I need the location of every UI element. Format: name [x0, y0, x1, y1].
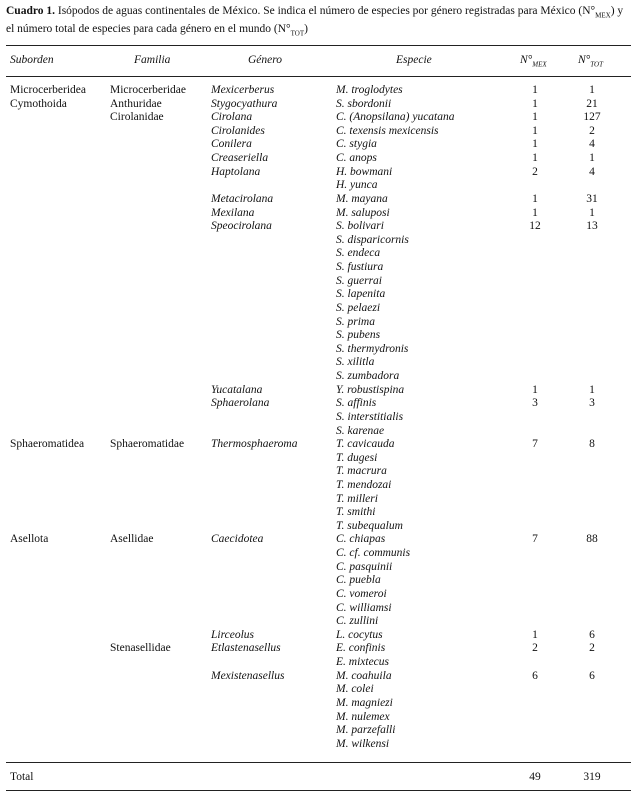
especie-cell: C. williamsi — [336, 601, 392, 614]
especie-cell: S. disparicornis — [336, 233, 409, 246]
especie-cell: S. endeca — [336, 247, 381, 260]
caption-text: ) y el número total de especies para cada género en el mundo (N° — [6, 5, 624, 36]
genero-cell: Conilera — [211, 138, 252, 151]
n-tot-cell: 1 — [589, 383, 595, 396]
especie-cell: S. bolivari — [336, 220, 384, 233]
n-tot-cell: 4 — [589, 165, 595, 178]
genero-cell: Yucatalana — [211, 383, 263, 396]
n-tot-cell: 13 — [586, 220, 598, 233]
familia-cell: Sphaeromatidae — [110, 438, 185, 451]
familia-cell: Microcerberidae — [110, 84, 186, 96]
genero-cell: Mexistenasellus — [211, 669, 285, 682]
especie-cell: C. (Anopsilana) yucatana — [336, 111, 455, 124]
especie-cell: S. fustiura — [336, 261, 384, 274]
n-tot-cell: 1 — [589, 84, 595, 96]
header-rule — [6, 76, 631, 77]
especie-cell: T. milleri — [336, 492, 378, 505]
genero-cell: Thermosphaeroma — [211, 438, 298, 451]
n-mex-cell: 1 — [532, 138, 538, 151]
genero-cell: Etlastenasellus — [211, 642, 281, 655]
especie-cell: C. stygia — [336, 138, 377, 151]
genero-cell: Sphaerolana — [211, 397, 270, 410]
header-especie: Especie — [396, 54, 432, 66]
n-tot-cell: 88 — [586, 533, 598, 546]
n-tot-cell: 6 — [589, 669, 595, 682]
n-tot-cell: 8 — [589, 438, 595, 451]
caption-sub-tot: TOT — [290, 29, 305, 38]
n-tot-cell: 1 — [589, 152, 595, 165]
especie-cell: S. interstitialis — [336, 410, 404, 423]
especie-cell: C. pasquinii — [336, 560, 393, 573]
especie-cell: C. texensis mexicensis — [336, 124, 439, 137]
genero-cell: Speocirolana — [211, 220, 272, 233]
n-mex-cell: 1 — [532, 124, 538, 137]
especie-cell: S. affinis — [336, 397, 377, 410]
n-mex-cell: 12 — [529, 220, 541, 233]
genero-cell: Lirceolus — [211, 628, 255, 641]
especie-cell: S. xilitla — [336, 356, 375, 369]
n-mex-cell: 3 — [532, 397, 538, 410]
n-mex-cell: 1 — [532, 206, 538, 219]
caption-text: Isópodos de aguas continentales de México. Se indica el número de especies por género registradas para México (N° — [55, 5, 596, 17]
n-tot-cell: 2 — [589, 642, 595, 655]
n-mex-cell: 6 — [532, 669, 538, 682]
especie-cell: M. troglodytes — [336, 84, 403, 96]
especie-cell: M. mayana — [336, 192, 388, 205]
especie-cell: T. subequalum — [336, 519, 403, 532]
top-rule — [6, 45, 631, 46]
especie-cell: M. parzefalli — [336, 724, 396, 737]
n-mex-cell: 1 — [532, 192, 538, 205]
especie-cell: C. cf. communis — [336, 547, 411, 560]
especie-cell: M. colei — [336, 683, 374, 696]
genero-cell: Metacirolana — [211, 192, 274, 205]
n-tot-cell: 4 — [589, 138, 595, 151]
especie-cell: C. puebla — [336, 574, 381, 587]
caption-text: ) — [304, 23, 308, 36]
table-caption — [6, 4, 631, 41]
caption-sub-mex: MEX — [595, 11, 611, 20]
familia-cell: Stenasellidae — [110, 642, 171, 655]
especie-cell: S. lapenita — [336, 288, 386, 301]
n-mex-cell: 1 — [532, 383, 538, 396]
n-tot-cell: 21 — [586, 97, 598, 110]
especie-cell: S. pubens — [336, 329, 381, 342]
especie-cell: M. saluposi — [336, 206, 390, 219]
especie-cell: M. nulemex — [336, 710, 390, 723]
especie-cell: H. bowmani — [336, 165, 393, 178]
genero-cell: Caecidotea — [211, 533, 264, 546]
especie-cell: Y. robustispina — [336, 383, 405, 396]
genero-cell: Stygocyathura — [211, 97, 278, 110]
header-suborden: Suborden — [10, 54, 54, 66]
header-mex-sub: MEX — [532, 60, 547, 69]
especie-cell: S. guerrai — [336, 274, 382, 287]
especie-cell: T. mendozai — [336, 478, 392, 491]
n-mex-cell: 7 — [532, 438, 538, 451]
total-tot: 319 — [583, 771, 601, 783]
header-n-prefix: N° — [520, 54, 533, 66]
genero-cell: Haptolana — [211, 165, 261, 178]
n-tot-cell: 3 — [589, 397, 595, 410]
especie-cell: C. zullini — [336, 615, 379, 628]
genero-cell: Cirolanides — [211, 124, 265, 137]
suborden-cell: Cymothoida — [10, 97, 67, 110]
header-n-prefix: N° — [578, 54, 591, 66]
header-n-tot — [578, 54, 603, 68]
especie-cell: T. dugesi — [336, 451, 378, 464]
genero-cell: Mexicerberus — [211, 84, 275, 96]
especie-cell: T. smithi — [336, 506, 376, 519]
n-tot-cell: 6 — [589, 628, 595, 641]
especie-cell: M. coahuila — [336, 669, 392, 682]
total-rule — [6, 762, 631, 763]
header-familia: Familia — [134, 54, 171, 66]
n-mex-cell: 1 — [532, 84, 538, 96]
caption-label: Cuadro 1. — [6, 5, 55, 17]
especie-cell: E. confinis — [336, 642, 386, 655]
n-mex-cell: 1 — [532, 97, 538, 110]
especie-cell: H. yunca — [336, 179, 378, 192]
total-mex: 49 — [529, 771, 541, 783]
n-tot-cell: 127 — [583, 111, 601, 124]
especie-cell: C. vomeroi — [336, 587, 387, 600]
especie-cell: S. prima — [336, 315, 375, 328]
header-genero: Género — [248, 54, 283, 66]
suborden-cell: Asellota — [10, 533, 49, 546]
especie-cell: S. zumbadora — [336, 370, 400, 383]
especie-cell: T. macrura — [336, 465, 387, 478]
n-mex-cell: 7 — [532, 533, 538, 546]
n-mex-cell: 1 — [532, 152, 538, 165]
especie-cell: E. mixtecus — [336, 656, 390, 669]
n-tot-cell: 31 — [586, 192, 598, 205]
especie-cell: S. karenae — [336, 424, 385, 437]
n-mex-cell: 2 — [532, 165, 538, 178]
bottom-rule — [6, 790, 631, 791]
genero-cell: Creaseriella — [211, 152, 269, 165]
n-tot-cell: 1 — [589, 206, 595, 219]
header-tot-sub: TOT — [590, 60, 603, 69]
especie-cell: C. chiapas — [336, 533, 386, 546]
suborden-cell: Microcerberidea — [10, 84, 86, 96]
especie-cell: S. sbordonii — [336, 97, 392, 110]
suborden-cell: Sphaeromatidea — [10, 438, 85, 451]
n-mex-cell: 2 — [532, 642, 538, 655]
genero-cell: Cirolana — [211, 111, 253, 124]
especie-cell: M. wilkensi — [336, 737, 390, 750]
especie-cell: L. cocytus — [336, 628, 383, 641]
header-n-mex — [520, 54, 547, 68]
n-mex-cell: 1 — [532, 111, 538, 124]
especie-cell: C. anops — [336, 152, 377, 165]
genero-cell: Mexilana — [211, 206, 255, 219]
especie-cell: T. cavicauda — [336, 438, 395, 451]
total-label: Total — [10, 771, 34, 783]
n-tot-cell: 2 — [589, 124, 595, 137]
especie-cell: M. magniezi — [336, 696, 393, 709]
familia-cell: Asellidae — [110, 533, 154, 546]
n-mex-cell: 1 — [532, 628, 538, 641]
familia-cell: Anthuridae — [110, 97, 162, 110]
especie-cell: S. thermydronis — [336, 342, 409, 355]
especie-cell: S. pelaezi — [336, 301, 381, 314]
familia-cell: Cirolanidae — [110, 111, 164, 124]
